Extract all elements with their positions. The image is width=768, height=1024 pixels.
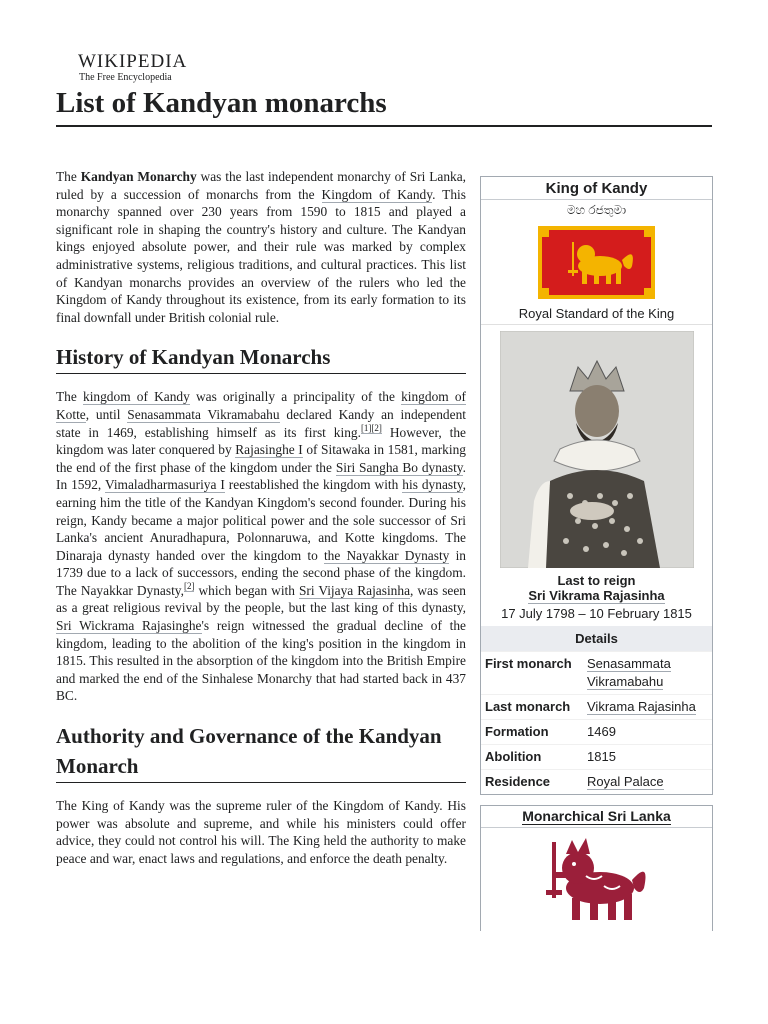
infobox-subtitle: මහ රජතුමා (566, 203, 627, 217)
history-text: which began with (194, 582, 299, 598)
history-heading: History of Kandyan Monarchs (56, 342, 466, 374)
flag-image (538, 226, 655, 299)
history-text: The (56, 389, 83, 405)
history-text: in 1739 due to a lack of successors, ending the second phase of the kingdom. The Nayakkar Dynasty, (56, 547, 466, 598)
link-kingdom-of-kandy-2[interactable]: kingdom of Kandy (83, 389, 190, 405)
intro-text: The (56, 169, 81, 184)
infobox-title: King of Kandy (481, 177, 712, 200)
history-paragraph (56, 388, 466, 705)
flag-caption: Royal Standard of the King (518, 306, 675, 321)
logo-wordmark: WIKIPEDIA (78, 51, 188, 72)
row-value-formation: 1469 (587, 724, 616, 739)
infobox-king-of-kandy (480, 176, 713, 795)
link-siri-sangha-bo-dynasty[interactable]: Siri Sangha Bo dynasty (335, 459, 463, 475)
wikipedia-logo[interactable] (78, 52, 187, 84)
row-key-abolition: Abolition (485, 749, 542, 764)
row-key-formation: Formation (485, 724, 549, 739)
page-title: List of Kandyan monarchs (56, 84, 712, 127)
intro-text: was the last independent monarchy of Sri Lanka, ruled by a succession of monarchs from the (56, 169, 466, 202)
link-his-dynasty[interactable]: his dynasty (402, 477, 463, 493)
link-last-monarch[interactable]: Vikrama Rajasinha (587, 699, 696, 714)
row-value-abolition: 1815 (587, 749, 616, 764)
link-senasammata-vikramabahu[interactable]: Senasammata Vikramabahu (127, 406, 280, 422)
infobox-row (481, 769, 712, 794)
royal-standard-flag[interactable] (481, 222, 712, 302)
reign-dates: 17 July 1798 – 10 February 1815 (501, 606, 692, 621)
article-body (56, 168, 466, 879)
intro-paragraph (56, 168, 466, 326)
history-text: . In 1592, (56, 459, 466, 493)
lion-emblem-icon (542, 836, 652, 922)
lion-emblem (481, 828, 712, 927)
row-key-first-monarch: First monarch (485, 656, 572, 671)
history-text: declared Kandy an independent state in 1469, establishing himself as its first king. (56, 406, 466, 440)
logo-tagline: The Free Encyclopedia (79, 72, 172, 83)
row-key-residence: Residence (485, 774, 551, 789)
reference-1-2[interactable]: [1][2] (360, 423, 382, 434)
history-text: , was seen as a great religious revival by the people, but the last king of this dynasty, (56, 582, 466, 616)
history-text: , until (85, 406, 128, 422)
portrait-image[interactable] (481, 324, 712, 571)
link-sri-vikrama-rajasinha[interactable]: Sri Vikrama Rajasinha (528, 588, 665, 603)
link-vimaladharmasuriya-i[interactable]: Vimaladharmasuriya I (104, 477, 225, 493)
history-text: reestablished the kingdom with (224, 477, 403, 493)
authority-paragraph: The King of Kandy was the supreme ruler of the Kingdom of Kandy. His power was absolute and supreme, and while his ministers could offer advice, they could not control his will. The King held the authority to make peace and war, enact laws and regulations, and enforce the death penalty. (56, 798, 466, 866)
infobox-row (481, 694, 712, 719)
infobox-row (481, 651, 712, 694)
link-kingdom-of-kandy[interactable]: Kingdom of Kandy (321, 186, 433, 202)
history-text: , earning him the title of the Kandyan Kingdom's second founder. During his reign, Kandy became a major political power and the sole successor of Sri Lanka's ancient Anuradhapura, Polonnaruwa, and Kotte kingdoms. The Dinaraja dynasty handed over the kingdom to (56, 477, 467, 563)
intro-text: . This monarchy spanned over 230 years from 1590 to 1815 and played a significant role in shaping the country's history and culture. The Kandyan kings enjoyed absolute power, and their rule was marked by complex administrative systems, religious traditions, and cultural practices. This list of Kandyan monarchs provides an overview of the rulers who led the Kingdom of Kandy throughout its existence, from its early formation to its final downfall under British colonial rule. (56, 186, 466, 325)
authority-heading: Authority and Governance of the Kandyan Monarch (56, 721, 466, 783)
infobox2-title (481, 806, 712, 828)
infobox-row (481, 719, 712, 744)
infobox-monarchical-sri-lanka (480, 805, 713, 931)
link-rajasinghe-i[interactable]: Rajasinghe I (235, 442, 303, 458)
details-heading: Details (481, 626, 712, 651)
history-text: of Sitawaka in 1581, marking the end of the first phase of the kingdom under the (56, 442, 466, 475)
infobox-row (481, 744, 712, 769)
link-sri-wickrama-rajasinghe[interactable]: Sri Wickrama Rajasinghe (56, 618, 202, 634)
link-nayakkar-dynasty[interactable]: the Nayakkar Dynasty (323, 547, 450, 563)
portrait-caption-label: Last to reign (557, 573, 636, 588)
link-monarchical-sri-lanka[interactable]: Monarchical Sri Lanka (522, 808, 671, 824)
row-key-last-monarch: Last monarch (485, 699, 571, 714)
link-first-monarch[interactable]: Senasammata Vikramabahu (587, 656, 671, 689)
link-sri-vijaya-rajasinha[interactable]: Sri Vijaya Rajasinha (298, 582, 411, 598)
history-text: was originally a principality of the (189, 389, 402, 405)
reference-2[interactable]: [2] (183, 581, 195, 592)
intro-bold-term: Kandyan Monarchy (80, 169, 197, 184)
portrait-sri-vikrama-rajasinha (500, 331, 694, 568)
history-text: However, the kingdom was later conquered by (56, 424, 466, 458)
history-text: 's reign witnessed the gradual decline of the kingdom, leading to the abolition of the king's position in the kingdom in 1815. This resulted in the absorption of the kingdom into the British Empire and marked the end of the Sinhalese Monarchy that had started back in 437 BC. (56, 618, 466, 704)
link-kingdom-of-kotte[interactable]: kingdom of Kotte (56, 389, 466, 422)
link-royal-palace[interactable]: Royal Palace (587, 774, 664, 789)
